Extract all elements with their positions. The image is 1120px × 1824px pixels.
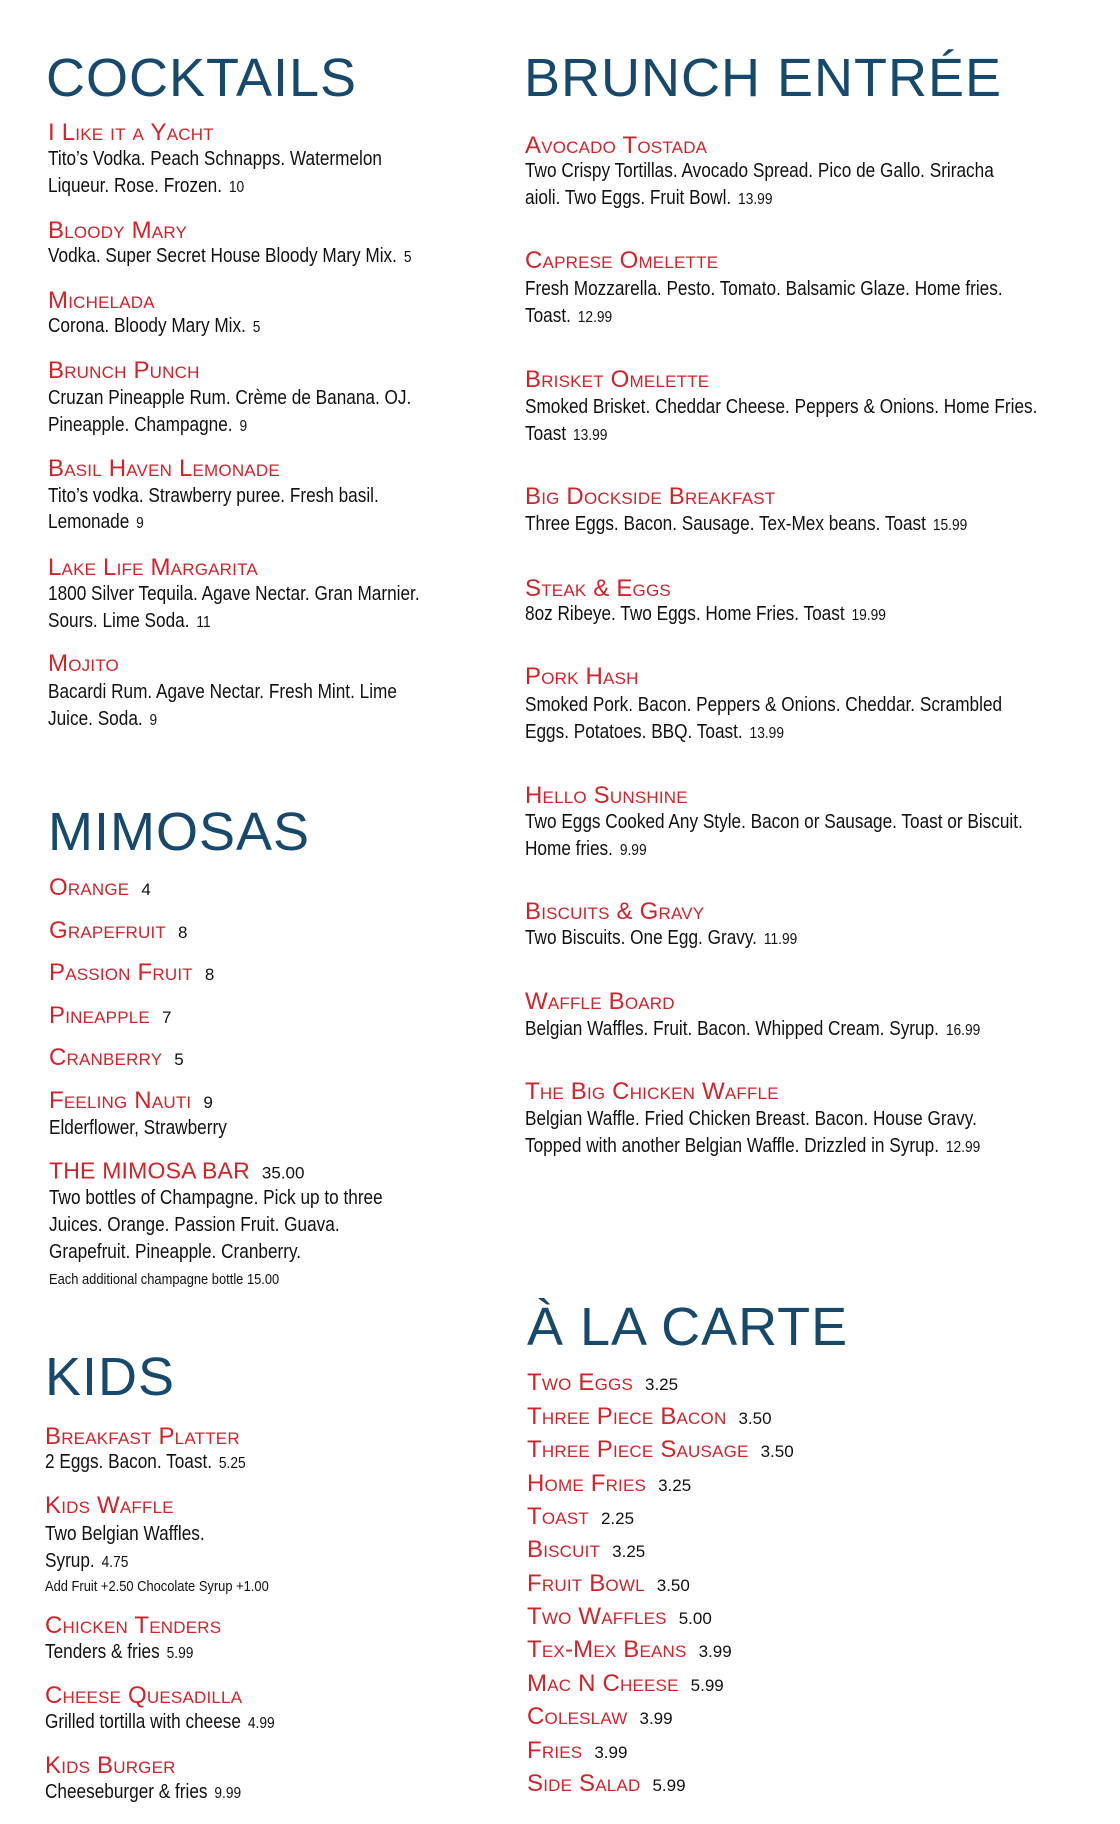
menu-item-description: Juice. Soda. 9 xyxy=(48,708,158,730)
menu-item-price: 5.00 xyxy=(678,1609,712,1628)
section-title-mimosas: MIMOSAS xyxy=(48,802,311,862)
menu-item-name: Brisket Omelette xyxy=(525,366,710,393)
menu-item-price: 3.99 xyxy=(698,1642,732,1661)
menu-item-name: Caprese Omelette xyxy=(525,247,719,274)
menu-item-price: 8 xyxy=(204,965,215,984)
menu-item-price: 9 xyxy=(136,515,144,532)
menu-item-description: Elderflower, Strawberry xyxy=(49,1117,227,1139)
menu-item-description: Two Eggs Cooked Any Style. Bacon or Sausage. Toast or Biscuit. xyxy=(525,811,1023,833)
menu-item-description: Grilled tortilla with cheese 4.99 xyxy=(45,1711,275,1733)
menu-item-name: Brunch Punch xyxy=(48,357,200,384)
menu-item-description: aioli. Two Eggs. Fruit Bowl. 13.99 xyxy=(525,187,773,209)
menu-item-price: 15.99 xyxy=(932,517,968,534)
menu-item-description: Smoked Brisket. Cheddar Cheese. Peppers & Onions. Home Fries. xyxy=(525,396,1038,418)
menu-item-price: 7 xyxy=(161,1008,172,1027)
menu-item-name: Chicken Tenders xyxy=(45,1612,222,1639)
menu-item-price: 3.50 xyxy=(738,1409,772,1428)
menu-item-name: Mojito xyxy=(48,650,119,677)
menu-item-price: 4 xyxy=(141,880,151,899)
menu-item-price: 13.99 xyxy=(738,191,773,208)
menu-item-description: 8oz Ribeye. Two Eggs. Home Fries. Toast 19.99 xyxy=(525,603,886,625)
menu-item-description: Two Biscuits. One Egg. Gravy. 11.99 xyxy=(525,927,798,949)
menu-item-name: Tex-Mex Beans 3.99 xyxy=(527,1636,732,1663)
menu-item-description: Tito’s Vodka. Peach Schnapps. Watermelon xyxy=(48,148,382,170)
menu-item-price: 5 xyxy=(252,319,261,336)
menu-item-description: 1800 Silver Tequila. Agave Nectar. Gran Marnier. xyxy=(48,583,420,605)
menu-item-name: Three Piece Bacon 3.50 xyxy=(527,1403,772,1430)
menu-item-name: Kids Waffle xyxy=(45,1492,174,1519)
menu-item-name: Kids Burger xyxy=(45,1752,176,1779)
menu-item-name: Biscuit 3.25 xyxy=(527,1536,646,1563)
menu-item-price: 5 xyxy=(403,249,412,266)
menu-item-name: Waffle Board xyxy=(525,988,675,1015)
section-title-kids: KIDS xyxy=(45,1347,176,1407)
menu-item-price: 11.99 xyxy=(763,931,798,948)
menu-item-name: Fruit Bowl 3.50 xyxy=(527,1570,690,1597)
menu-item-description: Eggs. Potatoes. BBQ. Toast. 13.99 xyxy=(525,721,784,743)
menu-item-name: Avocado Tostada xyxy=(525,132,708,159)
menu-item-name: Bloody Mary xyxy=(48,217,188,244)
menu-item-note: Add Fruit +2.50 Chocolate Syrup +1.00 xyxy=(45,1578,269,1595)
menu-item-name: The Big Chicken Waffle xyxy=(525,1078,779,1105)
menu-item-description: Three Eggs. Bacon. Sausage. Tex-Mex beans. Toast 15.99 xyxy=(525,513,968,535)
menu-item-description: 2 Eggs. Bacon. Toast. 5.25 xyxy=(45,1451,246,1473)
menu-item-description: Home fries. 9.99 xyxy=(525,838,647,860)
menu-item-price: 3.99 xyxy=(639,1709,673,1728)
menu-item-name: Orange 4 xyxy=(49,874,151,901)
menu-item-description: Corona. Bloody Mary Mix. 5 xyxy=(48,315,261,337)
menu-item-price: 19.99 xyxy=(851,607,886,624)
menu-item-price: 5.25 xyxy=(218,1455,246,1472)
menu-item-description: Two bottles of Champagne. Pick up to three xyxy=(49,1187,383,1209)
menu-item-price: 11 xyxy=(196,614,211,631)
menu-item-price: 8 xyxy=(178,923,188,942)
menu-item-price: 5 xyxy=(174,1050,184,1069)
mimosa-bar-name: THE MIMOSA BAR 35.00 xyxy=(49,1157,305,1184)
menu-item-name: Home Fries 3.25 xyxy=(527,1470,692,1497)
menu-item-description: Toast. 12.99 xyxy=(525,305,613,327)
menu-item-price: 5.99 xyxy=(166,1645,194,1662)
menu-item-name: Basil Haven Lemonade xyxy=(48,455,280,482)
section-title-cocktails: COCKTAILS xyxy=(46,48,358,108)
menu-item-price: 3.25 xyxy=(658,1476,692,1495)
menu-item-name: Coleslaw 3.99 xyxy=(527,1703,673,1730)
menu-item-price: 4.99 xyxy=(247,1715,275,1732)
menu-item-name: Pork Hash xyxy=(525,663,639,690)
menu-item-name: Two Eggs 3.25 xyxy=(527,1369,679,1396)
menu-item-name: Fries 3.99 xyxy=(527,1737,628,1764)
section-title-brunch-entree: BRUNCH ENTRÉE xyxy=(524,48,1003,108)
menu-item-description: Sours. Lime Soda. 11 xyxy=(48,610,211,632)
menu-item-description: Vodka. Super Secret House Bloody Mary Mix. 5 xyxy=(48,245,412,267)
menu-item-price: 5.99 xyxy=(652,1776,686,1795)
menu-item-price: 3.50 xyxy=(760,1442,794,1461)
menu-item-name: Two Waffles 5.00 xyxy=(527,1603,712,1630)
menu-item-name: Michelada xyxy=(48,287,155,314)
menu-item-name: I Like it a Yacht xyxy=(48,119,214,146)
menu-item-description: Syrup. 4.75 xyxy=(45,1550,129,1572)
menu-item-price: 3.50 xyxy=(656,1576,690,1595)
menu-item-price: 9 xyxy=(239,418,248,435)
menu-item-name: Biscuits & Gravy xyxy=(525,898,705,925)
menu-item-description: Cruzan Pineapple Rum. Crème de Banana. OJ. xyxy=(48,387,412,409)
menu-item-price: 3.99 xyxy=(594,1743,628,1762)
menu-item-name: Big Dockside Breakfast xyxy=(525,483,776,510)
menu-item-name: Feeling Nauti 9 xyxy=(49,1087,213,1114)
menu-item-description: Pineapple. Champagne. 9 xyxy=(48,414,248,436)
menu-item-description: Liqueur. Rose. Frozen. 10 xyxy=(48,175,245,197)
menu-item-price: 9 xyxy=(203,1093,213,1112)
menu-item-name: Breakfast Platter xyxy=(45,1423,240,1450)
menu-item-name: Passion Fruit 8 xyxy=(49,959,215,986)
menu-item-price: 3.25 xyxy=(645,1375,679,1394)
menu-item-name: Toast 2.25 xyxy=(527,1503,635,1530)
menu-item-description: Cheeseburger & fries 9.99 xyxy=(45,1781,242,1803)
menu-item-price: 10 xyxy=(228,179,245,196)
menu-item-description: Tito’s vodka. Strawberry puree. Fresh basil. xyxy=(48,485,379,507)
menu-item-price: 4.75 xyxy=(101,1554,129,1571)
menu-item-name: Hello Sunshine xyxy=(525,782,688,809)
menu-item-price: 5.99 xyxy=(690,1676,724,1695)
menu-item-name: Cheese Quesadilla xyxy=(45,1682,243,1709)
menu-item-name: Pineapple 7 xyxy=(49,1002,172,1029)
menu-item-description: Bacardi Rum. Agave Nectar. Fresh Mint. Lime xyxy=(48,681,397,703)
menu-item-description: Toast 13.99 xyxy=(525,423,608,445)
section-title-a-la-carte: À LA CARTE xyxy=(527,1297,849,1357)
menu-item-description: Two Crispy Tortillas. Avocado Spread. Pico de Gallo. Sriracha xyxy=(525,160,994,182)
menu-item-name: Side Salad 5.99 xyxy=(527,1770,686,1797)
menu-item-note: Each additional champagne bottle 15.00 xyxy=(49,1271,280,1288)
menu-item-price: 9.99 xyxy=(214,1785,242,1802)
menu-item-name: Cranberry 5 xyxy=(49,1044,184,1071)
menu-item-price: 35.00 xyxy=(261,1163,305,1183)
menu-item-description: Belgian Waffle. Fried Chicken Breast. Bacon. House Gravy. xyxy=(525,1108,977,1130)
menu-item-price: 12.99 xyxy=(945,1139,981,1156)
menu-item-price: 2.25 xyxy=(600,1509,635,1528)
menu-item-description: Smoked Pork. Bacon. Peppers & Onions. Cheddar. Scrambled xyxy=(525,694,1003,716)
menu-item-name: Grapefruit 8 xyxy=(49,917,188,944)
menu-item-price: 3.25 xyxy=(612,1542,646,1561)
menu-item-price: 12.99 xyxy=(577,309,613,326)
menu-item-price: 9 xyxy=(149,712,158,729)
menu-item-price: 9.99 xyxy=(619,842,647,859)
menu-item-name: Lake Life Margarita xyxy=(48,554,258,581)
menu-item-description: Tenders & fries 5.99 xyxy=(45,1641,194,1663)
menu-item-description: Juices. Orange. Passion Fruit. Guava. xyxy=(49,1214,340,1236)
menu-item-price: 13.99 xyxy=(749,725,784,742)
menu-item-price: 13.99 xyxy=(572,427,608,444)
menu-item-description: Grapefruit. Pineapple. Cranberry. xyxy=(49,1241,302,1263)
menu-item-description: Two Belgian Waffles. xyxy=(45,1523,205,1545)
menu-item-name: Mac N Cheese 5.99 xyxy=(527,1670,724,1697)
menu-item-name: Three Piece Sausage 3.50 xyxy=(527,1436,794,1463)
menu-item-description: Lemonade 9 xyxy=(48,511,144,533)
menu-item-description: Belgian Waffles. Fruit. Bacon. Whipped Cream. Syrup. 16.99 xyxy=(525,1018,981,1040)
menu-item-description: Fresh Mozzarella. Pesto. Tomato. Balsamic Glaze. Home fries. xyxy=(525,278,1003,300)
menu-item-name: Steak & Eggs xyxy=(525,575,671,602)
menu-item-price: 16.99 xyxy=(945,1022,981,1039)
menu-item-description: Topped with another Belgian Waffle. Drizzled in Syrup. 12.99 xyxy=(525,1135,981,1157)
